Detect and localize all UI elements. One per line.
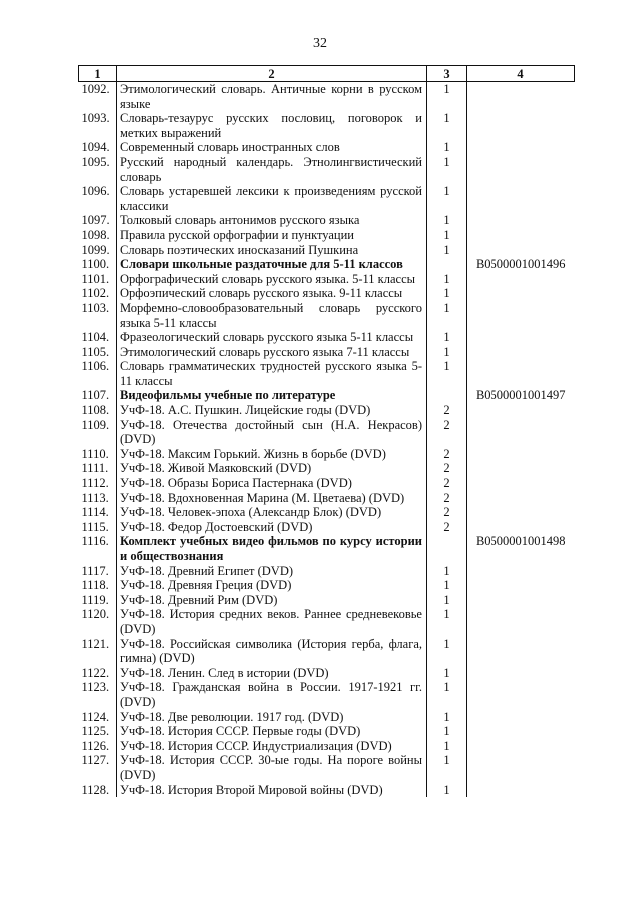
row-number: 1100. — [79, 257, 117, 272]
item-name: Видеофильмы учебные по литературе — [117, 388, 427, 403]
item-code: B0500001001496 — [467, 257, 575, 272]
table-row — [79, 272, 575, 287]
item-quantity: 1 — [427, 578, 467, 593]
table-row — [79, 607, 575, 636]
table-row — [79, 739, 575, 754]
row-number: 1097. — [79, 213, 117, 228]
item-code — [467, 461, 575, 476]
table-row — [79, 534, 575, 563]
item-code — [467, 753, 575, 782]
item-code — [467, 111, 575, 140]
table-row — [79, 461, 575, 476]
row-number: 1125. — [79, 724, 117, 739]
row-number: 1109. — [79, 418, 117, 447]
item-code — [467, 607, 575, 636]
header-col-4: 4 — [467, 66, 575, 82]
row-number: 1110. — [79, 447, 117, 462]
item-code — [467, 82, 575, 112]
item-name: Орфографический словарь русского языка. 5-11 классы — [117, 272, 427, 287]
item-quantity: 1 — [427, 330, 467, 345]
item-quantity: 1 — [427, 666, 467, 681]
item-quantity: 1 — [427, 228, 467, 243]
table-row — [79, 637, 575, 666]
item-name: УчФ-18. Ленин. След в истории (DVD) — [117, 666, 427, 681]
row-number: 1122. — [79, 666, 117, 681]
row-number: 1099. — [79, 243, 117, 258]
item-name: Русский народный календарь. Этнолингвистический словарь — [117, 155, 427, 184]
item-code — [467, 184, 575, 213]
item-code — [467, 228, 575, 243]
item-name: Орфоэпический словарь русского языка. 9-11 классы — [117, 286, 427, 301]
row-number: 1112. — [79, 476, 117, 491]
item-name: УчФ-18. А.С. Пушкин. Лицейские годы (DVD) — [117, 403, 427, 418]
item-code — [467, 359, 575, 388]
table-row — [79, 680, 575, 709]
row-number: 1101. — [79, 272, 117, 287]
table-row — [79, 330, 575, 345]
item-name: Фразеологический словарь русского языка 5-11 классы — [117, 330, 427, 345]
table-row — [79, 213, 575, 228]
item-name: УчФ-18. Отечества достойный сын (Н.А. Некрасов) (DVD) — [117, 418, 427, 447]
table-row — [79, 505, 575, 520]
item-code — [467, 243, 575, 258]
row-number: 1119. — [79, 593, 117, 608]
item-name: УчФ-18. История средних веков. Раннее средневековье (DVD) — [117, 607, 427, 636]
table-row — [79, 783, 575, 798]
row-number: 1107. — [79, 388, 117, 403]
item-code — [467, 140, 575, 155]
table-row — [79, 111, 575, 140]
table-row — [79, 388, 575, 403]
item-quantity: 2 — [427, 461, 467, 476]
item-name: УчФ-18. Российская символика (История герба, флага, гимна) (DVD) — [117, 637, 427, 666]
row-number: 1128. — [79, 783, 117, 798]
item-quantity: 1 — [427, 710, 467, 725]
row-number: 1102. — [79, 286, 117, 301]
item-quantity: 1 — [427, 155, 467, 184]
item-name: УчФ-18. Вдохновенная Марина (М. Цветаева) (DVD) — [117, 491, 427, 506]
item-code — [467, 578, 575, 593]
item-code — [467, 564, 575, 579]
item-quantity: 1 — [427, 680, 467, 709]
table-row — [79, 520, 575, 535]
header-col-3: 3 — [427, 66, 467, 82]
header-col-1: 1 — [79, 66, 117, 82]
item-code — [467, 491, 575, 506]
row-number: 1120. — [79, 607, 117, 636]
item-code — [467, 345, 575, 360]
row-number: 1111. — [79, 461, 117, 476]
item-name: Современный словарь иностранных слов — [117, 140, 427, 155]
item-quantity — [427, 534, 467, 563]
item-quantity: 1 — [427, 359, 467, 388]
item-name: УчФ-18. История СССР. Первые годы (DVD) — [117, 724, 427, 739]
item-quantity: 1 — [427, 272, 467, 287]
table-row — [79, 82, 575, 112]
item-quantity — [427, 388, 467, 403]
item-name: Словари школьные раздаточные для 5-11 классов — [117, 257, 427, 272]
inventory-table — [78, 65, 575, 797]
row-number: 1124. — [79, 710, 117, 725]
item-name: УчФ-18. Древний Египет (DVD) — [117, 564, 427, 579]
item-quantity — [427, 257, 467, 272]
row-number: 1103. — [79, 301, 117, 330]
row-number: 1096. — [79, 184, 117, 213]
item-code — [467, 666, 575, 681]
item-quantity: 1 — [427, 345, 467, 360]
row-number: 1127. — [79, 753, 117, 782]
item-name: Этимологический словарь русского языка 7-11 классы — [117, 345, 427, 360]
item-quantity: 1 — [427, 286, 467, 301]
row-number: 1118. — [79, 578, 117, 593]
item-code — [467, 783, 575, 798]
item-code — [467, 155, 575, 184]
table-row — [79, 257, 575, 272]
table-row — [79, 345, 575, 360]
item-quantity: 1 — [427, 243, 467, 258]
item-name: Этимологический словарь. Античные корни в русском языке — [117, 82, 427, 112]
item-code — [467, 637, 575, 666]
item-code — [467, 403, 575, 418]
item-code — [467, 476, 575, 491]
item-quantity: 1 — [427, 724, 467, 739]
row-number: 1121. — [79, 637, 117, 666]
row-number: 1106. — [79, 359, 117, 388]
item-code — [467, 418, 575, 447]
item-name: УчФ-18. Максим Горький. Жизнь в борьбе (DVD) — [117, 447, 427, 462]
item-name: Словарь поэтических иносказаний Пушкина — [117, 243, 427, 258]
item-code — [467, 213, 575, 228]
item-name: УчФ-18. Живой Маяковский (DVD) — [117, 461, 427, 476]
item-code — [467, 330, 575, 345]
item-name: УчФ-18. Гражданская война в России. 1917-1921 гг. (DVD) — [117, 680, 427, 709]
row-number: 1117. — [79, 564, 117, 579]
table-row — [79, 447, 575, 462]
row-number: 1104. — [79, 330, 117, 345]
item-quantity: 1 — [427, 213, 467, 228]
page-number: 32 — [313, 36, 327, 51]
table-row — [79, 564, 575, 579]
item-quantity: 1 — [427, 564, 467, 579]
table-row — [79, 666, 575, 681]
row-number: 1113. — [79, 491, 117, 506]
row-number: 1116. — [79, 534, 117, 563]
table-row — [79, 593, 575, 608]
item-code — [467, 739, 575, 754]
item-code — [467, 447, 575, 462]
item-name: УчФ-18. История Второй Мировой войны (DVD) — [117, 783, 427, 798]
row-number: 1093. — [79, 111, 117, 140]
item-name: УчФ-18. Две революции. 1917 год. (DVD) — [117, 710, 427, 725]
row-number: 1105. — [79, 345, 117, 360]
item-name: Комплект учебных видео фильмов по курсу истории и обществознания — [117, 534, 427, 563]
item-quantity: 1 — [427, 82, 467, 112]
table-row — [79, 155, 575, 184]
table-header — [79, 66, 575, 82]
item-quantity: 1 — [427, 607, 467, 636]
item-quantity: 1 — [427, 739, 467, 754]
item-code — [467, 286, 575, 301]
row-number: 1098. — [79, 228, 117, 243]
item-quantity: 2 — [427, 505, 467, 520]
item-code — [467, 505, 575, 520]
item-code — [467, 680, 575, 709]
item-name: УчФ-18. Древний Рим (DVD) — [117, 593, 427, 608]
table-row — [79, 476, 575, 491]
row-number: 1126. — [79, 739, 117, 754]
table-row — [79, 359, 575, 388]
table-row — [79, 403, 575, 418]
item-name: Словарь грамматических трудностей русского языка 5-11 классы — [117, 359, 427, 388]
item-code — [467, 301, 575, 330]
table-row — [79, 140, 575, 155]
item-code — [467, 724, 575, 739]
item-name: Словарь устаревшей лексики к произведениям русской классики — [117, 184, 427, 213]
table-body — [79, 82, 575, 798]
item-name: Словарь-тезаурус русских пословиц, поговорок и метких выражений — [117, 111, 427, 140]
inventory-table-wrapper — [78, 65, 575, 797]
row-number: 1094. — [79, 140, 117, 155]
table-row — [79, 286, 575, 301]
table-row — [79, 228, 575, 243]
item-quantity: 1 — [427, 593, 467, 608]
item-name: УчФ-18. История СССР. Индустриализация (DVD) — [117, 739, 427, 754]
item-quantity: 1 — [427, 140, 467, 155]
table-row — [79, 710, 575, 725]
item-quantity: 1 — [427, 184, 467, 213]
header-row — [79, 66, 575, 82]
table-row — [79, 184, 575, 213]
item-quantity: 2 — [427, 418, 467, 447]
item-name: Правила русской орфографии и пунктуации — [117, 228, 427, 243]
item-name: УчФ-18. Образы Бориса Пастернака (DVD) — [117, 476, 427, 491]
item-code — [467, 272, 575, 287]
row-number: 1123. — [79, 680, 117, 709]
item-quantity: 1 — [427, 301, 467, 330]
item-quantity: 2 — [427, 520, 467, 535]
row-number: 1108. — [79, 403, 117, 418]
item-name: Толковый словарь антонимов русского языка — [117, 213, 427, 228]
item-quantity: 1 — [427, 783, 467, 798]
table-row — [79, 418, 575, 447]
item-name: УчФ-18. Федор Достоевский (DVD) — [117, 520, 427, 535]
item-name: Морфемно-словообразовательный словарь русского языка 5-11 классы — [117, 301, 427, 330]
item-code — [467, 593, 575, 608]
item-code: B0500001001497 — [467, 388, 575, 403]
item-quantity: 1 — [427, 637, 467, 666]
row-number: 1095. — [79, 155, 117, 184]
item-name: УчФ-18. История СССР. 30-ые годы. На пороге войны (DVD) — [117, 753, 427, 782]
row-number: 1092. — [79, 82, 117, 112]
item-quantity: 2 — [427, 491, 467, 506]
table-row — [79, 301, 575, 330]
item-name: УчФ-18. Человек-эпоха (Александр Блок) (DVD) — [117, 505, 427, 520]
table-row — [79, 724, 575, 739]
item-quantity: 2 — [427, 447, 467, 462]
table-row — [79, 578, 575, 593]
item-quantity: 2 — [427, 403, 467, 418]
item-code — [467, 710, 575, 725]
table-row — [79, 491, 575, 506]
header-col-2: 2 — [117, 66, 427, 82]
item-quantity: 2 — [427, 476, 467, 491]
item-quantity: 1 — [427, 111, 467, 140]
item-code: B0500001001498 — [467, 534, 575, 563]
row-number: 1114. — [79, 505, 117, 520]
table-row — [79, 243, 575, 258]
table-row — [79, 753, 575, 782]
item-quantity: 1 — [427, 753, 467, 782]
item-code — [467, 520, 575, 535]
item-name: УчФ-18. Древняя Греция (DVD) — [117, 578, 427, 593]
row-number: 1115. — [79, 520, 117, 535]
